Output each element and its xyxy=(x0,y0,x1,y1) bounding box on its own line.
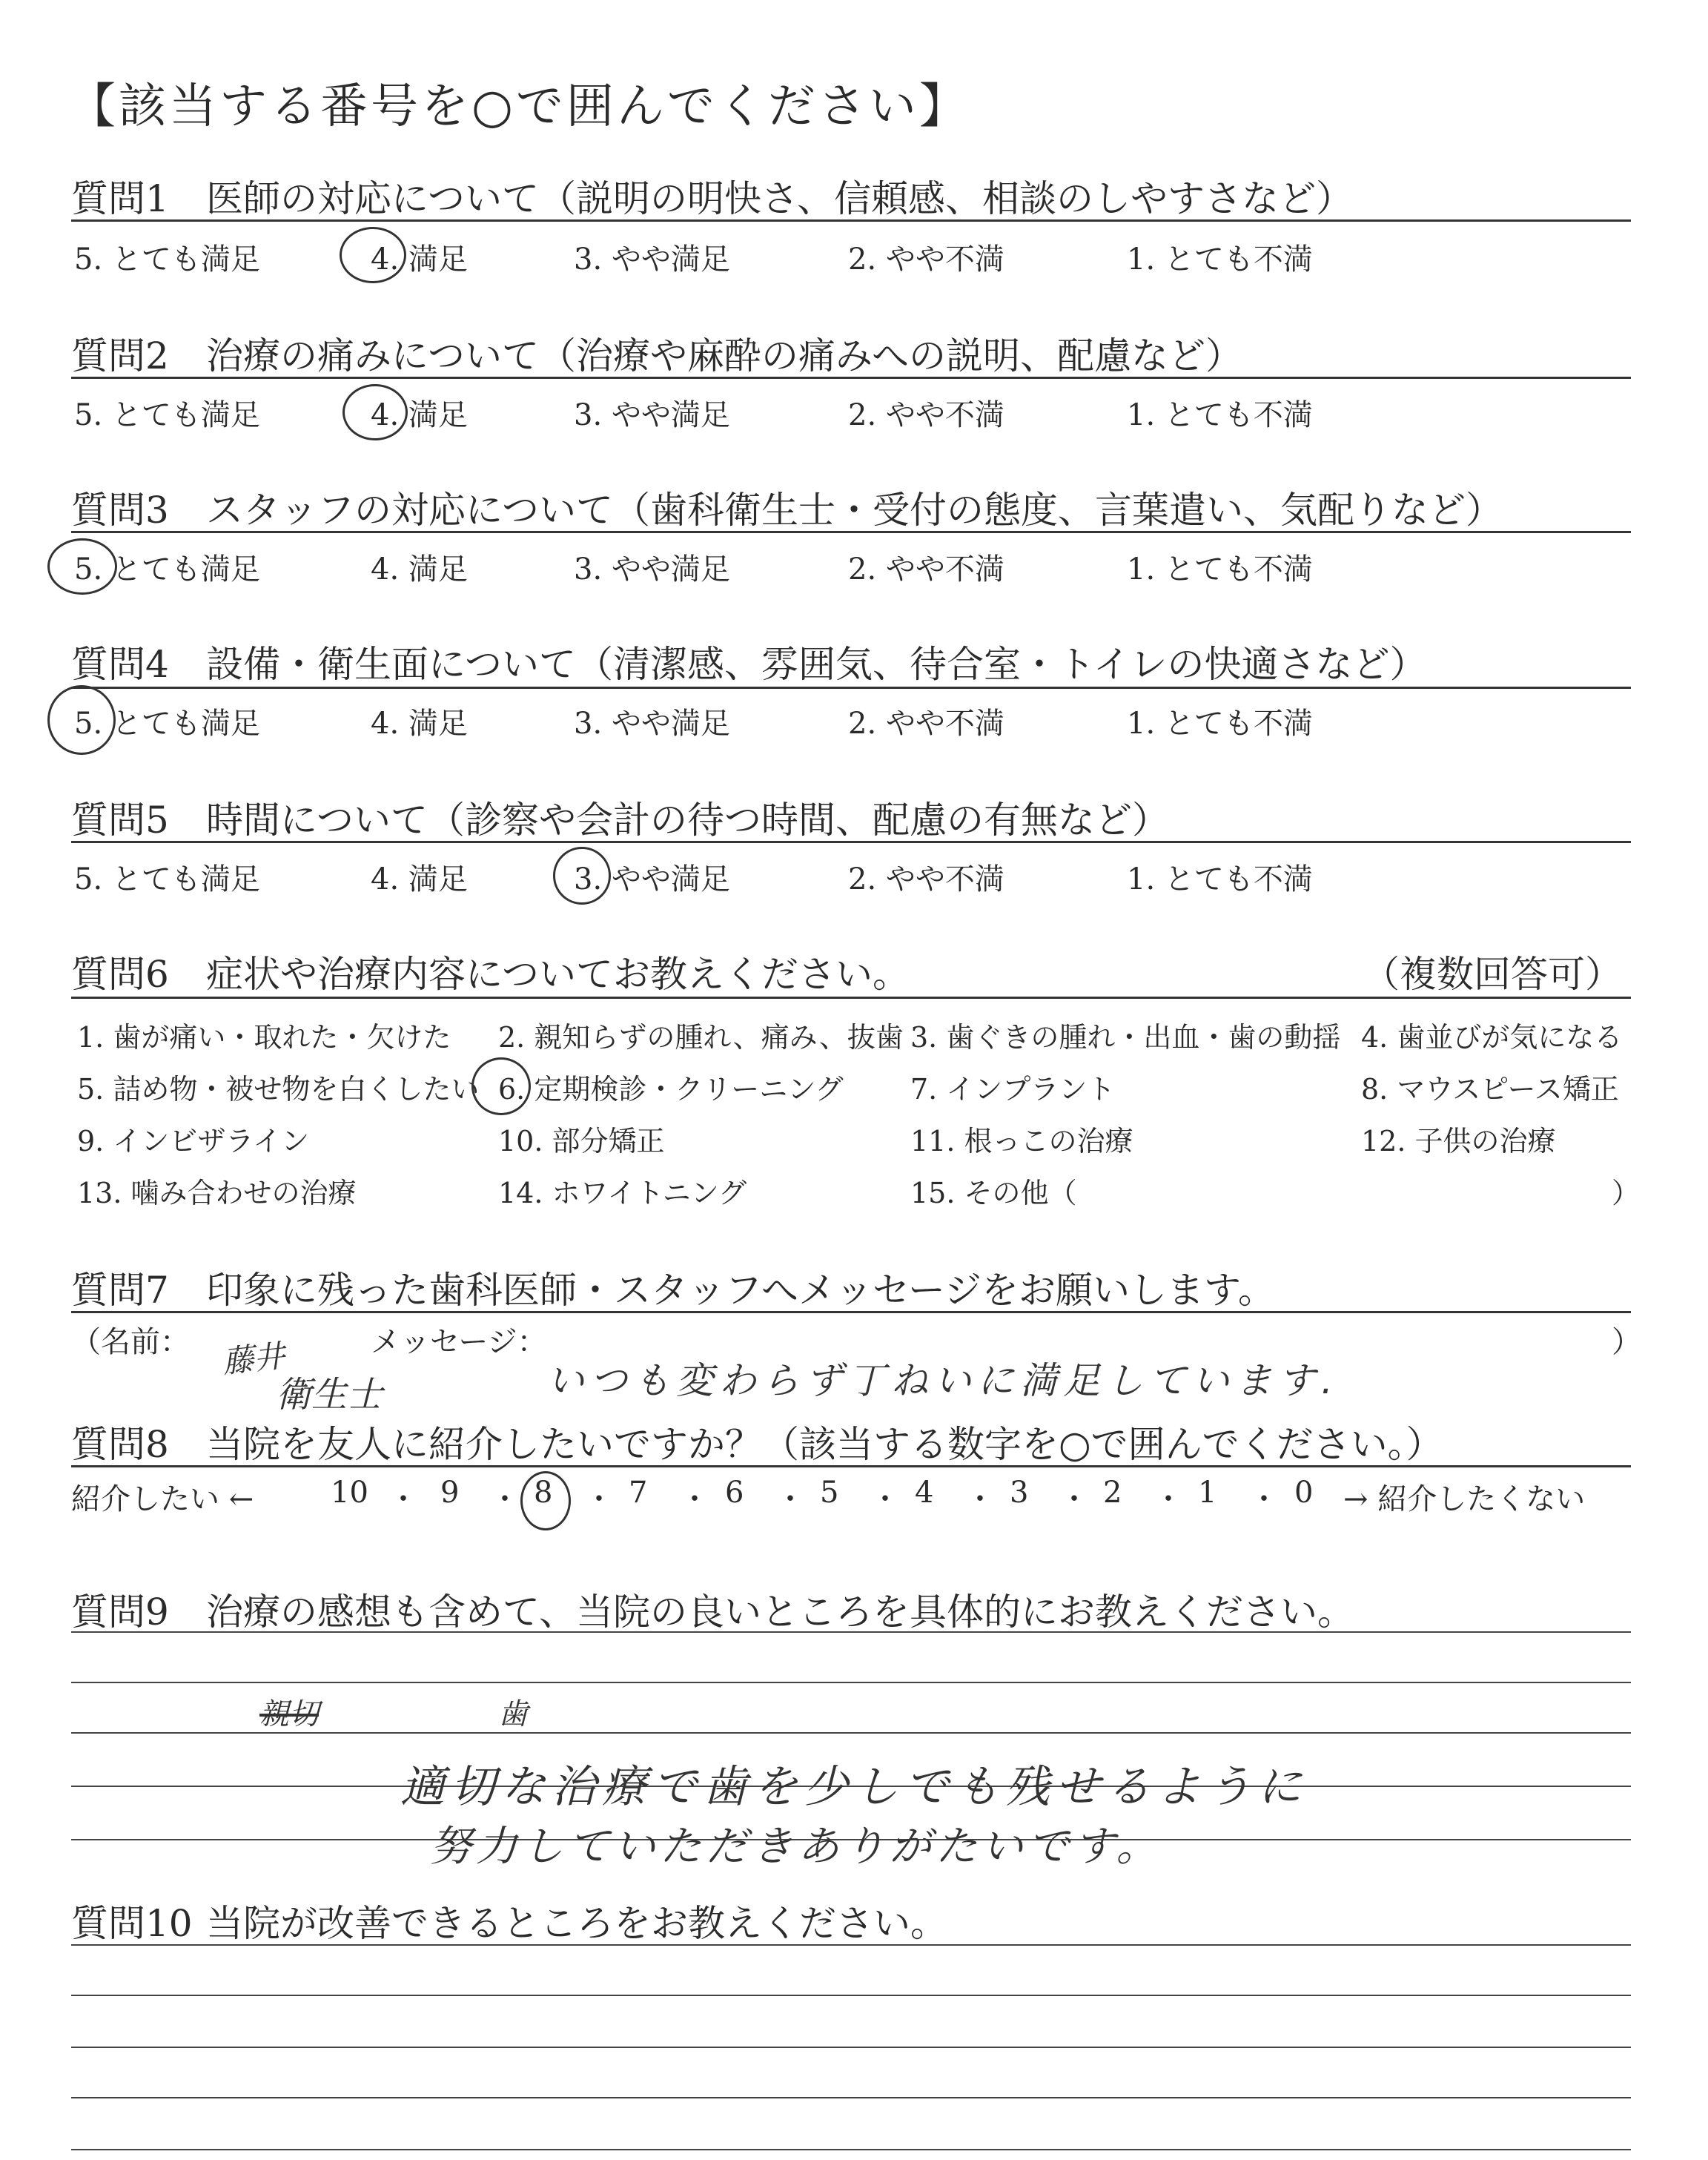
q7-label: 質問7 xyxy=(71,1269,169,1312)
q10-answer-line-1 xyxy=(71,1944,1631,1946)
q6-selection-circle xyxy=(471,1057,531,1115)
q2-label: 質問2 xyxy=(71,334,169,377)
q1-option-1[interactable]: 1. とても不満 xyxy=(1127,242,1313,277)
q9-answer-line-2 xyxy=(71,1682,1631,1683)
q2-rule xyxy=(71,377,1631,379)
q8-scale-dot: ・ xyxy=(1249,1482,1279,1516)
q2-option-2[interactable]: 2. やや不満 xyxy=(848,398,1004,432)
q7-name-label: （名前： xyxy=(71,1325,190,1359)
q3-option-2[interactable]: 2. やや不満 xyxy=(848,552,1004,587)
q4-option-1[interactable]: 1. とても不満 xyxy=(1127,707,1313,741)
q5-option-2[interactable]: 2. やや不満 xyxy=(848,862,1004,896)
q9-handwritten-insert: 歯 xyxy=(498,1697,528,1731)
q2-option-5[interactable]: 5. とても満足 xyxy=(74,398,260,432)
q4-option-3[interactable]: 3. やや満足 xyxy=(574,707,730,741)
q1-option-2[interactable]: 2. やや不満 xyxy=(848,242,1004,277)
q6-option-14[interactable]: 14. ホワイトニング xyxy=(498,1177,747,1209)
q6-other-close-paren: ） xyxy=(1612,1177,1641,1209)
q5-option-3[interactable]: 3. やや満足 xyxy=(574,862,730,896)
q5-option-5[interactable]: 5. とても満足 xyxy=(74,862,260,896)
q6-option-6[interactable]: 6. 定期検診・クリーニング xyxy=(498,1073,844,1106)
q5-selection-circle xyxy=(553,847,611,905)
q9-handwritten-strike: 親切 xyxy=(259,1697,319,1731)
q6-option-1[interactable]: 1. 歯が痛い・取れた・欠けた xyxy=(77,1021,451,1054)
q5-option-4[interactable]: 4. 満足 xyxy=(371,862,468,896)
q8-scale-5[interactable]: 5 xyxy=(820,1476,839,1510)
q3-option-3[interactable]: 3. やや満足 xyxy=(574,552,730,587)
q8-scale-dot: ・ xyxy=(490,1482,520,1516)
q3-label: 質問3 xyxy=(71,489,169,532)
q9-answer-line-1 xyxy=(71,1631,1631,1633)
q1-label: 質問1 xyxy=(71,177,169,220)
q1-selection-circle xyxy=(340,227,406,283)
q8-scale-dot: ・ xyxy=(1153,1482,1183,1516)
q5-text: 時間について（診察や会計の待つ時間、配慮の有無など） xyxy=(206,799,1169,842)
q10-answer-line-2 xyxy=(71,1995,1631,1996)
q10-answer-line-4 xyxy=(71,2097,1631,2098)
q9-handwritten-line-2: 努力していただきありがたいです。 xyxy=(430,1823,1162,1871)
q8-scale-10[interactable]: 10 xyxy=(331,1476,368,1510)
q6-option-8[interactable]: 8. マウスピース矯正 xyxy=(1361,1073,1619,1106)
q7-handwritten-role: 衛生士 xyxy=(276,1374,383,1416)
q8-selection-circle xyxy=(520,1471,571,1530)
q6-option-4[interactable]: 4. 歯並びが気になる xyxy=(1361,1021,1623,1054)
q8-scale-6[interactable]: 6 xyxy=(725,1476,744,1510)
form-title: 【該当する番号を○で囲んでください】 xyxy=(68,79,970,134)
q6-text: 症状や治療内容についてお教えください。 xyxy=(206,953,910,996)
q8-scale-2[interactable]: 2 xyxy=(1103,1476,1122,1510)
q7-close-paren: ） xyxy=(1612,1325,1641,1359)
q6-option-15[interactable]: 15. その他（ xyxy=(910,1177,1077,1209)
q2-text: 治療の痛みについて（治療や麻酔の痛みへの説明、配慮など） xyxy=(206,334,1242,377)
q6-option-11[interactable]: 11. 根っこの治療 xyxy=(910,1125,1133,1157)
q6-note: （複数回答可） xyxy=(1363,953,1622,996)
q4-rule xyxy=(71,687,1631,689)
q2-selection-circle xyxy=(342,384,408,440)
q8-scale-dot: ・ xyxy=(775,1482,805,1516)
q4-option-5[interactable]: 5. とても満足 xyxy=(74,707,260,741)
q6-option-9[interactable]: 9. インビザライン xyxy=(77,1125,310,1157)
q8-left-label: 紹介したい ← xyxy=(71,1482,254,1516)
q6-option-5[interactable]: 5. 詰め物・被せ物を白くしたい xyxy=(77,1073,480,1106)
q8-scale-dot: ・ xyxy=(680,1482,709,1516)
q7-rule xyxy=(71,1311,1631,1313)
q7-handwritten-message: いつも変わらず丁ねいに満足しています. xyxy=(547,1359,1339,1402)
q10-label: 質問10 xyxy=(71,1902,193,1945)
q1-option-4[interactable]: 4. 満足 xyxy=(371,242,468,277)
q8-scale-dot: ・ xyxy=(965,1482,995,1516)
q8-scale-0[interactable]: 0 xyxy=(1294,1476,1314,1510)
q8-scale-7[interactable]: 7 xyxy=(629,1476,648,1510)
q8-label: 質問8 xyxy=(71,1423,169,1466)
q10-answer-line-3 xyxy=(71,2047,1631,2048)
q9-text: 治療の感想も含めて、当院の良いところを具体的にお教えください。 xyxy=(206,1591,1354,1634)
q4-selection-circle xyxy=(47,685,116,755)
q6-option-13[interactable]: 13. 噛み合わせの治療 xyxy=(77,1177,357,1209)
q8-scale-8[interactable]: 8 xyxy=(534,1476,553,1510)
q8-scale-dot: ・ xyxy=(388,1482,418,1516)
q8-scale-dot: ・ xyxy=(1059,1482,1089,1516)
q4-option-4[interactable]: 4. 満足 xyxy=(371,707,468,741)
q7-text: 印象に残った歯科医師・スタッフへメッセージをお願いします。 xyxy=(206,1269,1275,1312)
q2-option-1[interactable]: 1. とても不満 xyxy=(1127,398,1313,432)
q8-scale-1[interactable]: 1 xyxy=(1198,1476,1217,1510)
q5-option-1[interactable]: 1. とても不満 xyxy=(1127,862,1313,896)
q6-rule xyxy=(71,997,1631,999)
q3-rule xyxy=(71,531,1631,533)
q4-option-2[interactable]: 2. やや不満 xyxy=(848,707,1004,741)
q4-text: 設備・衛生面について（清潔感、雰囲気、待合室・トイレの快適さなど） xyxy=(206,643,1427,686)
q6-option-10[interactable]: 10. 部分矯正 xyxy=(498,1125,665,1157)
q3-option-5[interactable]: 5. とても満足 xyxy=(74,552,260,587)
q6-option-3[interactable]: 3. 歯ぐきの腫れ・出血・歯の動揺 xyxy=(910,1021,1341,1054)
q8-rule xyxy=(71,1465,1631,1467)
q8-scale-dot: ・ xyxy=(870,1482,900,1516)
q10-answer-line-5 xyxy=(71,2149,1631,2150)
q9-label: 質問9 xyxy=(71,1591,169,1634)
q2-option-4[interactable]: 4. 満足 xyxy=(371,398,468,432)
q7-handwritten-name: 藤井 xyxy=(220,1337,287,1381)
q10-text: 当院が改善できるところをお教えください。 xyxy=(206,1902,947,1945)
q6-option-12[interactable]: 12. 子供の治療 xyxy=(1361,1125,1556,1157)
q5-rule xyxy=(71,841,1631,843)
q8-text: 当院を友人に紹介したいですか？（該当する数字を○で囲んでください。） xyxy=(206,1423,1443,1466)
q2-option-3[interactable]: 3. やや満足 xyxy=(574,398,730,432)
q3-text: スタッフの対応について（歯科衛生士・受付の態度、言葉遣い、気配りなど） xyxy=(206,489,1503,532)
q7-message-label: メッセージ： xyxy=(371,1325,547,1359)
q6-label: 質問6 xyxy=(71,953,169,996)
q6-option-2[interactable]: 2. 親知らずの腫れ、痛み、抜歯 xyxy=(498,1021,904,1054)
q3-option-1[interactable]: 1. とても不満 xyxy=(1127,552,1313,587)
q8-scale-9[interactable]: 9 xyxy=(440,1476,460,1510)
q8-scale-3[interactable]: 3 xyxy=(1010,1476,1029,1510)
q1-text: 医師の対応について（説明の明快さ、信頼感、相談のしやすさなど） xyxy=(206,177,1353,220)
q6-option-7[interactable]: 7. インプラント xyxy=(910,1073,1116,1106)
q4-label: 質問4 xyxy=(71,643,169,686)
q8-right-label: → 紹介したくない xyxy=(1343,1482,1586,1516)
q9-handwritten-line-1: 適切な治療で歯を少しでも残せるように xyxy=(400,1761,1308,1813)
q1-option-5[interactable]: 5. とても満足 xyxy=(74,242,260,277)
q5-label: 質問5 xyxy=(71,799,169,842)
q8-scale-dot: ・ xyxy=(584,1482,614,1516)
q8-scale-4[interactable]: 4 xyxy=(915,1476,934,1510)
q1-rule xyxy=(71,219,1631,222)
q1-option-3[interactable]: 3. やや満足 xyxy=(574,242,730,277)
q3-selection-circle xyxy=(47,538,117,595)
q3-option-4[interactable]: 4. 満足 xyxy=(371,552,468,587)
